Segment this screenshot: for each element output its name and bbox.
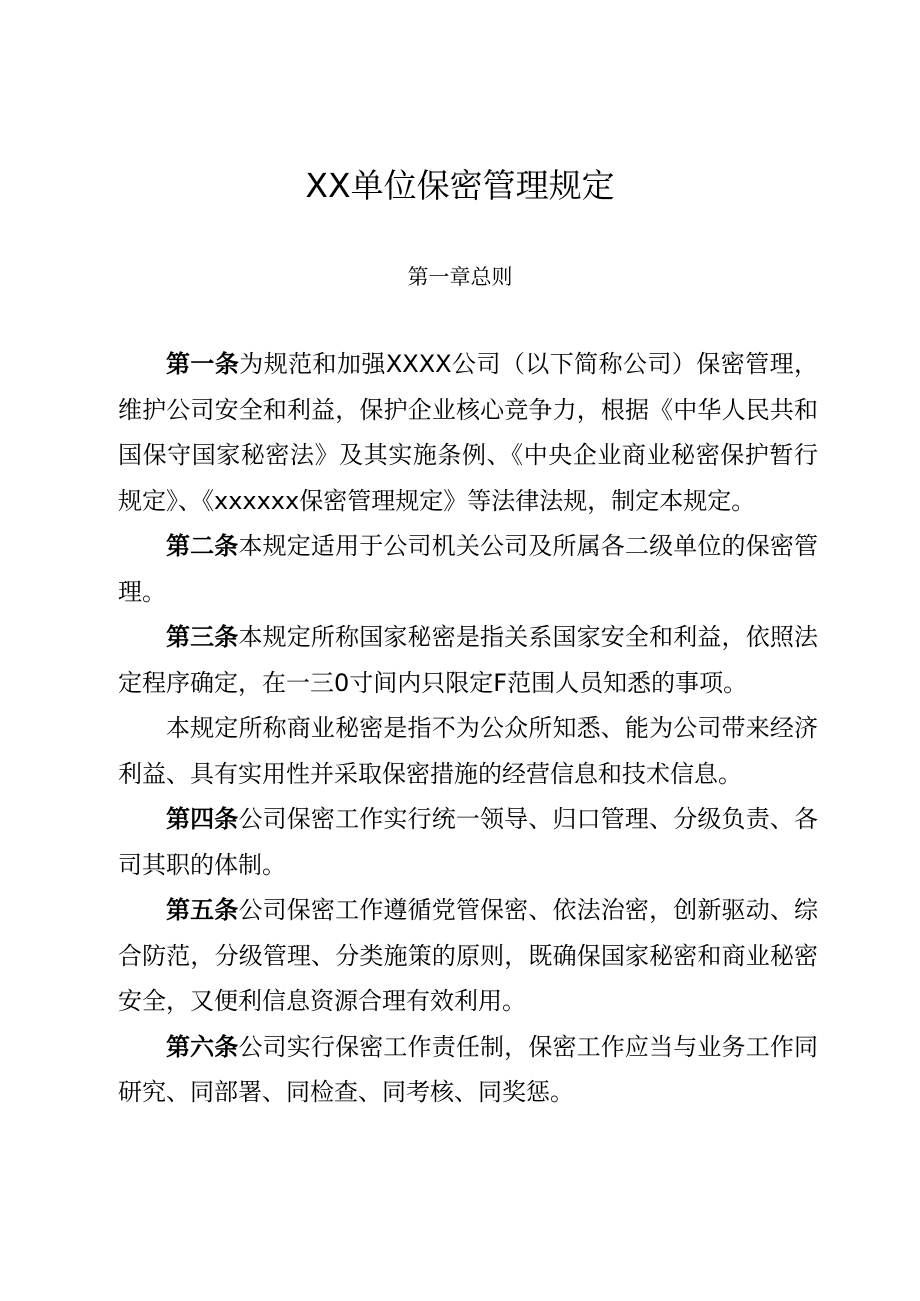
article-label: 第四条 bbox=[166, 805, 239, 833]
chapter-heading: 第一章总则 bbox=[407, 265, 513, 289]
article-paragraph bbox=[118, 888, 818, 1025]
article-label: 第六条 bbox=[166, 1032, 239, 1061]
article-text: 公司保密工作实行统一领导、归口管理、分级负责、各司其职的体制。 bbox=[118, 805, 819, 879]
article-label: 第二条 bbox=[166, 532, 239, 560]
article-text: 本规定适用于公司机关公司及所属各二级单位的保密管理。 bbox=[118, 532, 819, 606]
article-paragraph bbox=[118, 797, 818, 888]
article-paragraph bbox=[118, 342, 818, 524]
article-text: 公司保密工作遵循党管保密、依法治密，创新驱动、综合防范，分级管理、分类施策的原则，既确保国家秘密和商业秘密安全，又便利信息资源合理有效利用。 bbox=[118, 896, 819, 1015]
article-text: 为规范和加强XXXX公司（以下简称公司）保密管理，维护公司安全和利益，保护企业核心竞争力，根据《中华人民共和国保守国家秘密法》及其实施条例、《中央企业商业秘密保护暂行规定》、《xxxxxx保密管理规定》等法律法规，制定本规定。 bbox=[118, 350, 819, 515]
article-paragraph bbox=[118, 615, 818, 706]
article-paragraph bbox=[118, 1025, 818, 1116]
article-paragraph bbox=[118, 524, 818, 615]
document-body bbox=[118, 342, 818, 1116]
article-label: 第三条 bbox=[166, 623, 239, 651]
document-title: XX单位保密管理规定 bbox=[305, 166, 615, 205]
article-label: 第一条 bbox=[166, 350, 240, 378]
article-text: 公司实行保密工作责任制，保密工作应当与业务工作同研究、同部署、同检查、同考核、同奖惩。 bbox=[118, 1032, 819, 1106]
article-text: 本规定所称商业秘密是指不为公众所知悉、能为公司带来经济利益、具有实用性并采取保密措施的经营信息和技术信息。 bbox=[118, 714, 818, 788]
article-paragraph bbox=[118, 706, 818, 797]
article-label: 第五条 bbox=[166, 896, 239, 924]
article-text: 本规定所称国家秘密是指关系国家安全和利益，依照法定程序确定，在一三0寸间内只限定F范围人员知悉的事项。 bbox=[118, 623, 819, 697]
